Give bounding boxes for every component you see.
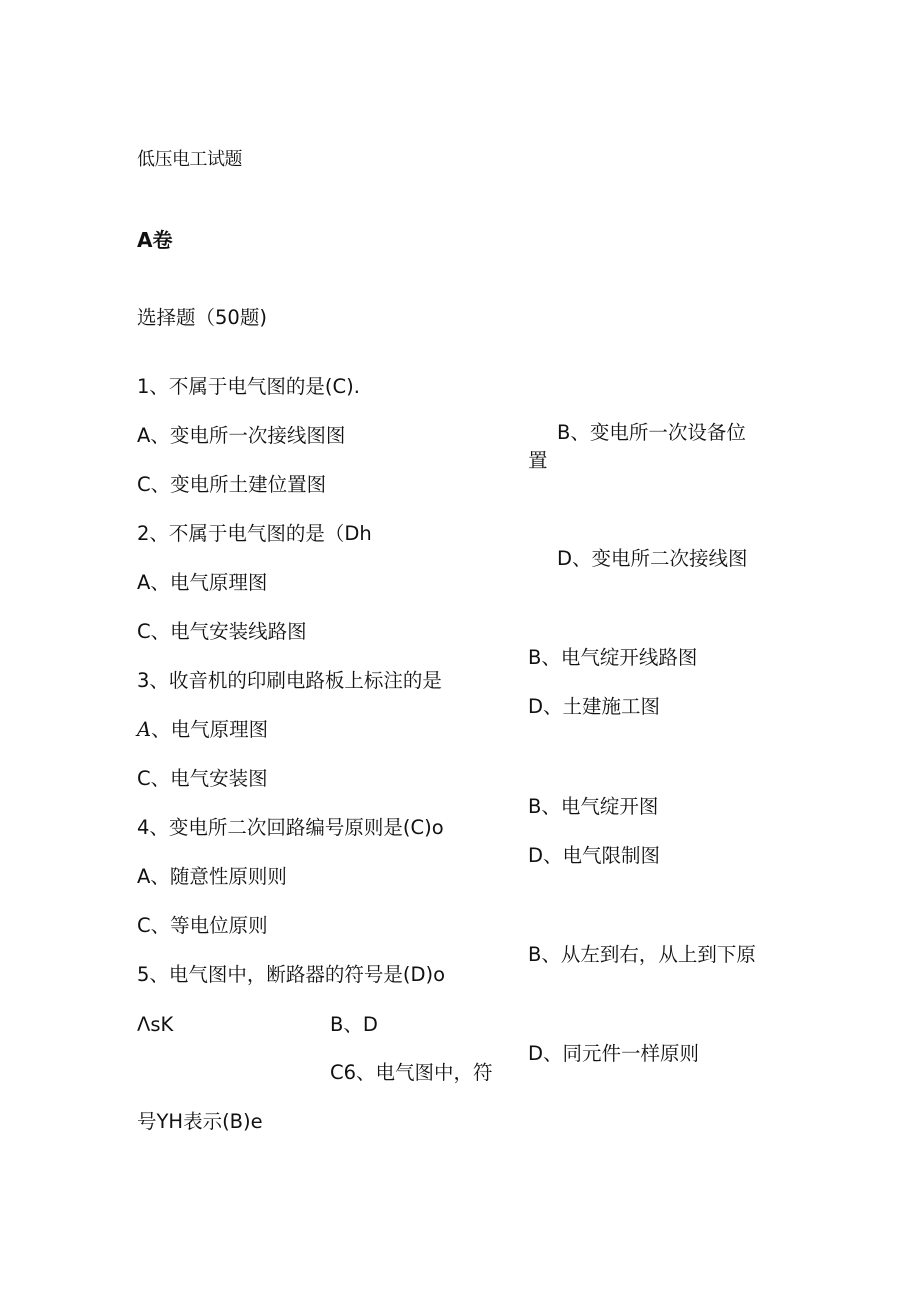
q6-stem-continued: 号YH表示(B)e [137,1110,263,1133]
q2-option-d-first: D、变电所二次接线图 [557,547,748,570]
q1-option-b: B、变电所一次设备位 [557,421,746,444]
volume-label: A卷 [137,228,173,252]
q5-option-c-merged: C6、电气图中，符 [330,1061,493,1084]
q4-option-c: C、等电位原则 [137,914,268,937]
q4-option-d: D、同元件一样原则 [528,1042,700,1065]
q4-option-a: A、随意性原则则 [137,865,287,888]
q3-option-d: D、电气限制图 [528,844,661,867]
q1-option-c: C、变电所土建位置图 [137,473,327,496]
q4-stem: 4、变电所二次回路编号原则是(C)o [137,816,444,839]
q2-option-a: A、电气原理图 [137,571,268,594]
q3-option-a-text: 、电气原理图 [151,718,269,741]
q3-stem: 3、收音机的印刷电路板上标注的是 [137,669,442,692]
q3-option-b: B、电气绽开图 [528,795,659,818]
q1-option-a: A、变电所一次接线图图 [137,424,346,447]
q4-option-b: B、从左到右，从上到下原 [528,943,756,966]
q3-option-a-letter: A [137,718,152,741]
q2-option-b: B、电气绽开线路图 [528,646,698,669]
q2-option-d: D、土建施工图 [528,695,661,718]
doc-title: 低压电工试题 [137,149,242,170]
q5-option-a: ΛsK [137,1013,174,1036]
q1-option-b-wrap: 置 [528,449,548,472]
q2-option-c: C、电气安装线路图 [137,620,307,643]
q2-stem: 2、不属于电气图的是（Dh [137,522,372,545]
section-heading: 选择题（50题) [137,306,267,329]
q5-option-b: B、D [330,1013,378,1036]
q3-option-a [137,718,268,742]
q1-stem: 1、不属于电气图的是(C). [137,375,360,398]
q3-option-c: C、电气安装图 [137,767,268,790]
q5-stem: 5、电气图中，断路器的符号是(D)o [137,963,446,986]
